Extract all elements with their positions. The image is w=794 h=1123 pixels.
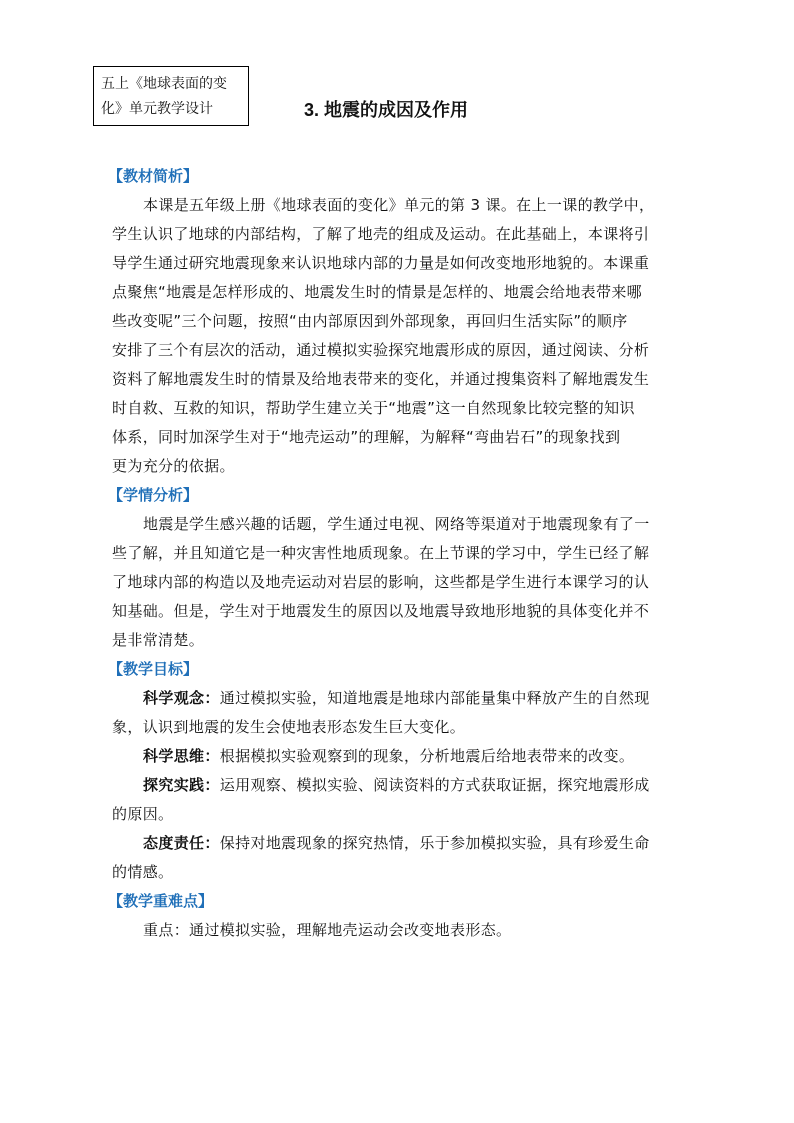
text-line: 时自救、互救的知识，帮助学生建立关于“地震”这一自然现象比较完整的知识 (112, 399, 635, 417)
goal-inquiry-practice (112, 771, 687, 829)
unit-label-box (93, 66, 249, 126)
goal-science-concept (112, 684, 687, 742)
goal-science-thinking (112, 742, 687, 771)
text-line (112, 684, 687, 713)
text-line (112, 771, 687, 800)
section-heading-teaching-goals: 【教学目标】 (108, 660, 199, 678)
unit-label-line-1: 五上《地球表面的变 (101, 76, 227, 92)
text-line: 象，认识到地震的发生会使地表形态发生巨大变化。 (112, 718, 466, 736)
goal-term: 科学观念： (143, 689, 220, 707)
text-line: 地震是学生感兴趣的话题，学生通过电视、网络等渠道对于地震现象有了一 (143, 515, 650, 533)
text-line: 是非常清楚。 (112, 631, 205, 649)
text-line: 重点：通过模拟实验，理解地壳运动会改变地表形态。 (143, 921, 512, 939)
textbook-analysis-paragraph (112, 191, 687, 481)
text-line (112, 742, 687, 771)
text-line: 学生认识了地球的内部结构，了解了地壳的组成及运动。在此基础上，本课将引 (112, 225, 650, 243)
goal-text: 通过模拟实验，知道地震是地球内部能量集中释放产生的自然现 (219, 689, 650, 707)
goal-text: 运用观察、模拟实验、阅读资料的方式获取证据，探究地震形成 (219, 776, 650, 794)
unit-label-line-2: 化》单元教学设计 (101, 101, 213, 117)
document-body (108, 162, 687, 945)
section-heading-learner-analysis: 【学情分析】 (108, 486, 199, 504)
text-line: 点聚焦“地震是怎样形成的、地震发生时的情景是怎样的、地震会给地表带来哪 (112, 283, 643, 301)
goal-term: 探究实践： (143, 776, 220, 794)
goal-attitude-responsibility (112, 829, 687, 887)
learner-analysis-paragraph (112, 510, 687, 655)
goal-text: 保持对地震现象的探究热情，乐于参加模拟实验，具有珍爱生命 (219, 834, 650, 852)
text-line: 的情感。 (112, 863, 174, 881)
lesson-title: 3. 地震的成因及作用 (304, 100, 469, 120)
text-line: 了地球内部的构造以及地壳运动对岩层的影响，这些都是学生进行本课学习的认 (112, 573, 650, 591)
section-heading-textbook-analysis: 【教材简析】 (108, 167, 199, 185)
goal-term: 科学思维： (143, 747, 220, 765)
key-points-paragraph (112, 916, 687, 945)
text-line: 资料了解地震发生时的情景及给地表带来的变化，并通过搜集资料了解地震发生 (112, 370, 650, 388)
text-line (112, 829, 687, 858)
goal-text: 根据模拟实验观察到的现象，分析地震后给地表带来的改变。 (219, 747, 635, 765)
text-line: 体系，同时加深学生对于“地壳运动”的理解，为解释“弯曲岩石”的现象找到 (112, 428, 621, 446)
goal-term: 态度责任： (143, 834, 220, 852)
text-line: 本课是五年级上册《地球表面的变化》单元的第 3 课。在上一课的教学中， (143, 196, 655, 214)
text-line: 导学生通过研究地震现象来认识地球内部的力量是如何改变地形地貌的。本课重 (112, 254, 650, 272)
text-line: 些了解，并且知道它是一种灾害性地质现象。在上节课的学习中，学生已经了解 (112, 544, 650, 562)
text-line: 知基础。但是，学生对于地震发生的原因以及地震导致地形地貌的具体变化并不 (112, 602, 650, 620)
text-line: 些改变呢”三个问题，按照“由内部原因到外部现象，再回归生活实际”的顺序 (112, 312, 628, 330)
text-line: 安排了三个有层次的活动，通过模拟实验探究地震形成的原因，通过阅读、分析 (112, 341, 650, 359)
text-line: 更为充分的依据。 (112, 457, 235, 475)
section-heading-key-points: 【教学重难点】 (108, 892, 214, 910)
text-line: 的原因。 (112, 805, 174, 823)
